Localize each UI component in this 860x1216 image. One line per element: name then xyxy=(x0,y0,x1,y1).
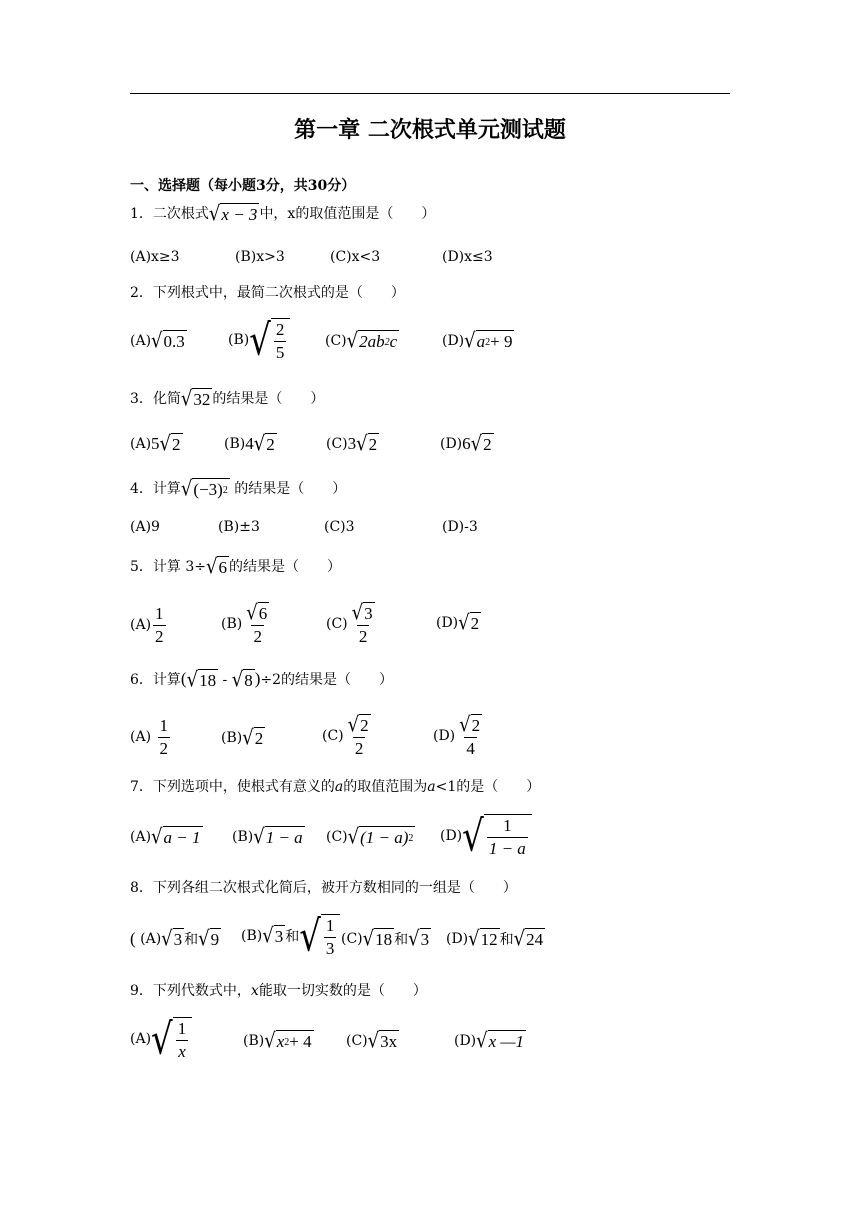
question-8: 8．下列各组二次根式化简后，被开方数相同的一组是（ ） xyxy=(130,880,517,896)
q9-option-a[interactable]: (A) √ $\frac{1}{x}$ xyxy=(130,1017,192,1061)
q9-option-d[interactable]: (D) √ x —1 xyxy=(454,1029,525,1054)
q4-option-b[interactable]: (B)±3 xyxy=(218,519,260,535)
q1-option-d[interactable]: (D)x≤3 xyxy=(442,249,493,265)
question-9: 9．下列代数式中，x能取一切实数的是（ ） xyxy=(130,983,427,999)
q9-option-b[interactable]: (B) √ x 2 + 4 xyxy=(243,1029,312,1054)
question-7: 7．下列选项中，使根式有意义的a的取值范围为a<1的是（ ） xyxy=(130,779,541,795)
q3-option-a[interactable]: (A) 5 √ 2 xyxy=(130,432,181,457)
q1-option-c[interactable]: (C)x<3 xyxy=(330,249,381,265)
header-rule xyxy=(130,93,730,94)
q4-option-a[interactable]: (A)9 xyxy=(130,519,160,535)
question-3: 3．化简 √ 32 的结果是（ ） xyxy=(130,387,325,412)
q7-option-c[interactable]: (C) √ (1 − a) 2 xyxy=(326,825,414,850)
q1-option-a[interactable]: (A)x≥3 xyxy=(130,249,180,265)
question-5: 5．计算 3÷ √ 6 的结果是（ ） xyxy=(130,555,341,580)
q8-option-b[interactable]: (B) √ 3 和 √ $\frac{1}{3}$ xyxy=(241,914,340,958)
question-6: 6．计算( √ 18 - √ 8 )÷2的结果是（ ） xyxy=(130,668,394,693)
q7-option-d[interactable]: (D) √ $\frac{1}{1 - a}$ xyxy=(440,814,532,858)
q4-option-d[interactable]: (D)-3 xyxy=(442,519,478,535)
q7-option-a[interactable]: (A) √ a − 1 xyxy=(130,825,201,850)
q3-option-b[interactable]: (B) 4 √ 2 xyxy=(224,432,275,457)
q8-option-d[interactable]: (D) √ 12 和 √ 24 xyxy=(446,927,544,952)
q6-option-a[interactable]: (A) $\frac{1}{2}$ xyxy=(130,716,168,758)
page-title: 第一章 二次根式单元测试题 xyxy=(294,118,566,143)
q5-option-c[interactable]: (C) √ 3 2 xyxy=(326,600,373,646)
q6-option-b[interactable]: (B) √ 2 xyxy=(221,726,264,751)
q2-option-d[interactable]: (D) √ a 2 + 9 xyxy=(442,329,513,354)
q6-option-d[interactable]: (D) √ 2 4 xyxy=(433,712,481,758)
question-1 xyxy=(130,203,435,225)
q8-option-a[interactable]: ( (A) √ 3 和 √ 9 xyxy=(130,927,220,952)
q2-option-a[interactable]: (A) √ 0.3 xyxy=(130,329,185,354)
q2-option-c[interactable]: (C) √ 2ab 2 c xyxy=(325,329,398,354)
q9-option-c[interactable]: (C) √ 3x xyxy=(346,1029,398,1054)
q4-option-c[interactable]: (C)3 xyxy=(324,519,355,535)
question-4: 4．计算 √ (−3) 2 的结果是（ ） xyxy=(130,477,347,502)
section-heading: 一、选择题（每小题3分，共30分） xyxy=(130,178,356,194)
q2-option-b[interactable]: (B) √ $\frac{2}{5}$ xyxy=(228,318,290,362)
q8-option-c[interactable]: (C) √ 18 和 √ 3 xyxy=(341,927,430,952)
q3-option-c[interactable]: (C) 3 √ 2 xyxy=(326,432,378,457)
q5-option-b[interactable]: (B) √ 6 2 xyxy=(221,600,268,646)
q5-option-a[interactable]: (A) $\frac{1}{2}$ xyxy=(130,604,164,646)
q1-option-b[interactable]: (B)x>3 xyxy=(235,249,285,265)
q6-option-c[interactable]: (C) √ 2 2 xyxy=(322,712,369,758)
q3-option-d[interactable]: (D) 6 √ 2 xyxy=(440,432,492,457)
q1-pre: 1．二次根式 xyxy=(130,206,209,222)
q1-radical: √ x − 3 xyxy=(208,202,258,227)
question-2: 2．下列根式中，最简二次根式的是（ ） xyxy=(130,285,405,301)
q5-option-d[interactable]: (D) √ 2 xyxy=(436,611,480,636)
q7-option-b[interactable]: (B) √ 1 − a xyxy=(232,825,303,850)
q1-post: 中，x的取值范围是（ ） xyxy=(259,206,436,222)
